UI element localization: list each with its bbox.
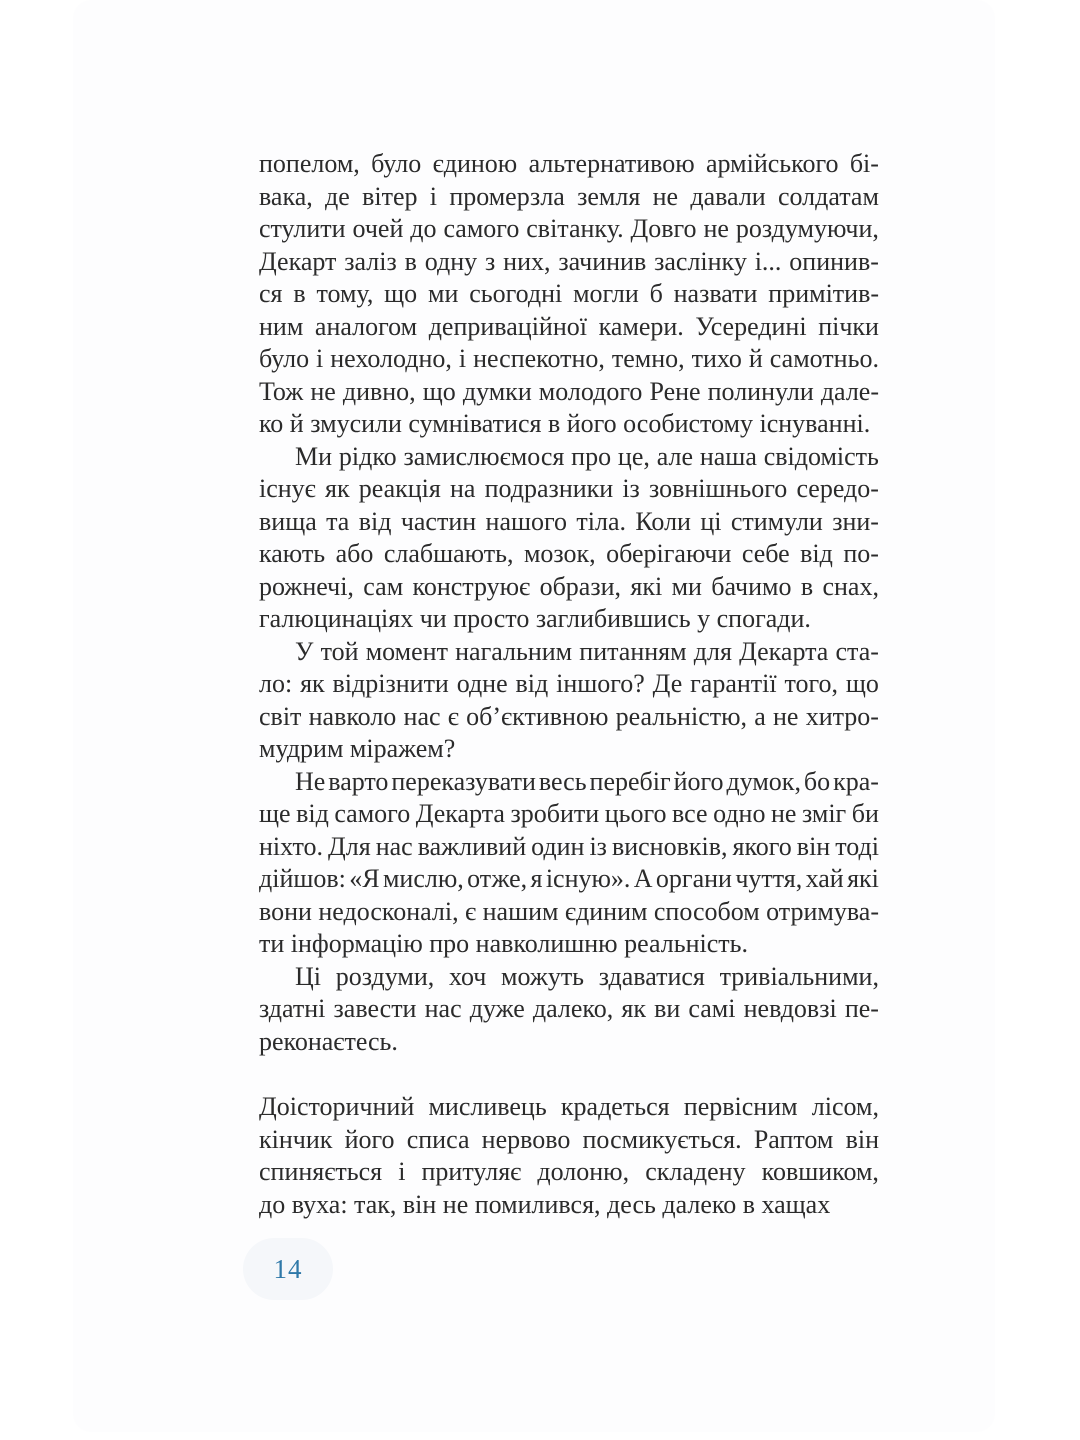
word: опинив-: [789, 246, 879, 276]
word: дивно,: [342, 376, 416, 406]
word: що: [384, 279, 418, 308]
text-line: [259, 311, 879, 344]
word: рожнечі,: [259, 571, 354, 601]
word: хай: [805, 864, 844, 893]
word: які: [630, 571, 663, 601]
word: здаватися: [598, 961, 705, 991]
word: нас: [424, 994, 462, 1023]
text-line: [259, 343, 879, 376]
page-number: 14: [273, 1253, 303, 1284]
word: єдиною: [432, 149, 518, 178]
word: Для: [328, 831, 371, 861]
text-line: [259, 213, 879, 246]
word: Ці: [295, 961, 321, 991]
word: зміг: [801, 799, 847, 828]
word: ми: [428, 279, 459, 308]
word: Тож: [259, 376, 304, 406]
word: світанку.: [526, 214, 624, 243]
word: із: [622, 474, 640, 503]
word: Доісторичний: [259, 1092, 415, 1121]
word: в: [404, 246, 417, 276]
word: одно: [713, 799, 766, 828]
word: іншого?: [556, 669, 645, 698]
word: замислюємося: [403, 441, 565, 471]
word: аналогом: [314, 311, 418, 341]
word: хоч: [448, 961, 487, 991]
word: перебіг: [589, 766, 671, 796]
word: питанням: [579, 636, 687, 666]
word: способом: [653, 896, 760, 926]
word: невдовзі: [743, 994, 837, 1023]
word: дійшов:: [259, 864, 346, 893]
word: зни-: [832, 506, 879, 536]
word: пічки: [818, 311, 879, 341]
word: від: [358, 506, 392, 536]
text-line: [259, 1124, 879, 1157]
text-block: [259, 148, 879, 1221]
word: пе-: [844, 994, 879, 1023]
paragraph: [259, 961, 879, 1059]
word: дале-: [820, 376, 879, 406]
word: сам: [363, 571, 404, 601]
word: і...: [754, 246, 782, 276]
word: армійського: [706, 149, 839, 178]
word: і: [398, 1157, 406, 1186]
word: них,: [503, 246, 551, 276]
word: ми: [671, 571, 702, 601]
word: не: [652, 181, 679, 211]
word: А: [633, 864, 653, 893]
word: в: [293, 279, 306, 308]
text-line: [259, 376, 879, 409]
word: хитро-: [805, 701, 879, 731]
word: молодого: [538, 376, 643, 406]
word: самі: [688, 994, 736, 1023]
word: Не: [295, 766, 326, 796]
word: завести: [333, 994, 417, 1023]
word: назвати: [673, 279, 758, 308]
text-line: [259, 1091, 879, 1124]
word: зробити: [510, 799, 600, 828]
word: кра-: [833, 766, 879, 796]
word: не: [770, 799, 797, 828]
word: вака,: [259, 181, 313, 211]
text-line: ко й змусили сумніватися в його особистому існуванні.: [259, 409, 871, 438]
word: мислю,: [382, 864, 464, 893]
word: зачинив: [558, 246, 647, 276]
text-line: реконаєтесь.: [259, 1026, 398, 1056]
paragraph: [259, 148, 879, 441]
word: що: [845, 669, 879, 698]
word: Коли: [635, 506, 691, 536]
text-line: [259, 961, 879, 994]
word: земля: [577, 181, 641, 211]
word: ви: [654, 994, 681, 1023]
word: це,: [617, 441, 650, 471]
word: нас: [375, 831, 413, 861]
word: первісним: [683, 1092, 798, 1121]
text-line: [259, 798, 879, 831]
word: вони: [259, 896, 312, 926]
word: чуття,: [735, 864, 803, 893]
text-line: [259, 278, 879, 311]
text-line: [259, 246, 879, 279]
word: бачимо: [711, 571, 792, 601]
word: відрізнити: [332, 669, 449, 698]
word: об’єктивною: [466, 701, 609, 731]
word: б: [649, 279, 663, 308]
word: не: [310, 376, 336, 406]
word: би: [851, 799, 879, 828]
word: самого: [334, 799, 411, 828]
word: нашим: [482, 896, 559, 926]
text-line: [259, 181, 879, 214]
word: до: [410, 214, 437, 243]
word: світ: [259, 701, 302, 731]
word: стимули: [730, 506, 823, 536]
word: є: [465, 896, 477, 926]
word: що: [422, 376, 456, 406]
word: неспекотно,: [473, 344, 605, 373]
word: оберігаючи: [606, 539, 732, 568]
word: або: [335, 539, 374, 568]
word: він: [796, 831, 831, 861]
word: весь: [538, 766, 587, 796]
word: але: [656, 441, 694, 471]
text-line: до вуха: так, він не помилився, десь далеко в хащах: [259, 1189, 831, 1219]
word: навколо: [308, 701, 397, 731]
word: тривіальними,: [719, 961, 879, 991]
word: від: [296, 799, 329, 828]
word: долоню,: [537, 1157, 630, 1186]
word: єдиним: [564, 896, 648, 926]
word: й: [748, 344, 763, 373]
word: бо: [803, 766, 831, 796]
word: не: [773, 701, 799, 731]
word: нас: [403, 701, 441, 731]
word: деприваційної: [428, 311, 587, 341]
word: один: [531, 831, 585, 861]
text-line: [259, 506, 879, 539]
word: отримува-: [766, 896, 879, 926]
text-line: галюцинаціях чи просто заглибившись у спогади.: [259, 604, 811, 633]
text-line: [259, 571, 879, 604]
word: середо-: [796, 474, 879, 503]
word: нагальним: [455, 636, 573, 666]
word: далеко,: [532, 994, 614, 1023]
word: думки: [462, 376, 532, 406]
word: давали: [690, 181, 766, 211]
text-line: [259, 863, 879, 896]
word: могли: [573, 279, 639, 308]
word: не: [703, 214, 729, 243]
word: органи: [655, 864, 732, 893]
word: дуже: [469, 994, 525, 1023]
word: його: [344, 1124, 395, 1154]
text-line: [259, 148, 879, 181]
word: частин: [400, 506, 477, 536]
word: Декарт: [259, 246, 337, 276]
word: ще: [259, 799, 291, 828]
word: снах,: [822, 571, 879, 601]
text-line: [259, 766, 879, 799]
paragraph: [259, 441, 879, 636]
word: солдатам: [777, 181, 879, 211]
word: списа: [406, 1124, 470, 1154]
word: темно,: [611, 344, 685, 373]
word: і: [429, 181, 438, 211]
word: себе: [741, 539, 790, 568]
word: спиняється: [259, 1157, 383, 1186]
word: Раптом: [753, 1124, 834, 1154]
word: нашого: [485, 506, 568, 536]
text-line: [259, 993, 879, 1026]
word: переказувати: [391, 766, 536, 796]
word: як: [324, 474, 350, 503]
word: від: [800, 539, 833, 568]
word: по-: [843, 539, 879, 568]
word: його: [673, 766, 724, 796]
word: Декарта: [739, 636, 829, 666]
text-line: [259, 668, 879, 701]
word: в: [800, 571, 814, 601]
word: важливий: [417, 831, 527, 861]
word: отже,: [467, 864, 528, 893]
word: на: [450, 474, 476, 503]
word: ним: [259, 311, 304, 341]
paragraph: [259, 1091, 879, 1221]
word: все: [672, 799, 708, 828]
paragraph: [259, 766, 879, 961]
word: кінчик: [259, 1124, 333, 1154]
word: є: [447, 701, 459, 731]
word: тоді: [835, 831, 879, 861]
text-line: [259, 1156, 879, 1189]
text-line: [259, 636, 879, 669]
word: якого: [732, 831, 792, 861]
word: можуть: [501, 961, 585, 991]
word: стулити: [259, 214, 346, 243]
word: бі-: [849, 149, 879, 178]
word: конструює: [412, 571, 531, 601]
word: а: [754, 701, 766, 731]
word: нехолодно,: [330, 344, 452, 373]
word: самого: [443, 214, 520, 243]
word: де: [325, 181, 350, 211]
word: рідко: [338, 441, 397, 471]
word: кають: [259, 539, 326, 568]
text-line: [259, 701, 879, 734]
word: подразники: [484, 474, 614, 503]
word: цього: [604, 799, 667, 828]
page-number-badge: [243, 1238, 333, 1300]
word: складену: [645, 1157, 746, 1186]
word: висновків,: [611, 831, 728, 861]
word: зовнішнього: [648, 474, 788, 503]
word: роздумуючи,: [735, 214, 879, 243]
word: ста-: [835, 636, 879, 666]
word: ся: [259, 279, 283, 308]
word: як: [621, 994, 646, 1023]
word: наша: [699, 441, 757, 471]
word: притуляє: [421, 1157, 522, 1186]
word: тіла.: [576, 506, 626, 536]
text-line: [259, 538, 879, 571]
word: момент: [365, 636, 448, 666]
word: здатні: [259, 994, 326, 1023]
word: крадеться: [560, 1092, 670, 1121]
word: реакція: [358, 474, 441, 503]
word: посмикується.: [582, 1124, 742, 1154]
word: Де: [652, 669, 683, 698]
text-line: [259, 441, 879, 474]
word: ніхто.: [259, 831, 324, 861]
word: думок,: [726, 766, 801, 796]
word: вища: [259, 506, 317, 536]
word: та: [326, 506, 350, 536]
word: сьогодні: [469, 279, 563, 308]
word: ковшиком,: [761, 1157, 879, 1186]
word: які: [847, 864, 879, 893]
word: існує: [259, 474, 316, 503]
word: вітер: [362, 181, 418, 211]
word: для: [693, 636, 732, 666]
word: він: [845, 1124, 879, 1154]
word: тому,: [316, 279, 374, 308]
word: Рене: [649, 376, 701, 406]
word: Усередині: [695, 311, 807, 341]
word: заслінку: [654, 246, 747, 276]
word: самотньо.: [769, 344, 879, 373]
word: той: [320, 636, 359, 666]
word: гарантії: [690, 669, 777, 698]
text-line: [259, 831, 879, 864]
word: варто: [328, 766, 389, 796]
word: нервово: [481, 1124, 571, 1154]
word: образи,: [539, 571, 622, 601]
word: було: [371, 149, 422, 178]
word: від: [515, 669, 549, 698]
text-line: мудрим міражем?: [259, 734, 456, 763]
word: камери.: [598, 311, 684, 341]
word: примітив-: [768, 279, 879, 308]
word: з: [485, 246, 496, 276]
word: про: [571, 441, 612, 471]
word: Довго: [630, 214, 697, 243]
book-page: [73, 0, 995, 1432]
word: тихо: [691, 344, 742, 373]
word: мисливець: [428, 1092, 547, 1121]
word: існую».: [545, 864, 631, 893]
word: полинули: [707, 376, 814, 406]
text-line: ти інформацію про навколишню реальність.: [259, 929, 748, 958]
word: «Я: [349, 864, 380, 893]
word: альтернативою: [528, 149, 695, 178]
word: було: [259, 344, 310, 373]
word: одне: [456, 669, 508, 698]
word: Ми: [295, 441, 333, 471]
word: роздуми,: [335, 961, 435, 991]
word: я: [530, 864, 543, 893]
word: ло:: [259, 669, 293, 698]
word: попелом,: [259, 149, 360, 178]
word: слабшають,: [383, 539, 514, 568]
word: промерзла: [449, 181, 565, 211]
word: реальністю,: [615, 701, 748, 731]
word: як: [300, 669, 325, 698]
word: одну: [424, 246, 478, 276]
word: очей: [352, 214, 404, 243]
word: заліз: [344, 246, 397, 276]
word: лісом,: [811, 1092, 879, 1121]
word: того,: [784, 669, 838, 698]
word: свідомість: [763, 441, 879, 471]
word: недосконалі,: [318, 896, 459, 926]
word: із: [589, 831, 607, 861]
word: Декарта: [415, 799, 505, 828]
paragraph: [259, 636, 879, 766]
text-line: [259, 473, 879, 506]
text-line: [259, 896, 879, 929]
word: ці: [700, 506, 722, 536]
word: У: [295, 636, 314, 666]
word: і: [316, 344, 324, 373]
word: і: [458, 344, 467, 373]
word: мозок,: [523, 539, 596, 568]
